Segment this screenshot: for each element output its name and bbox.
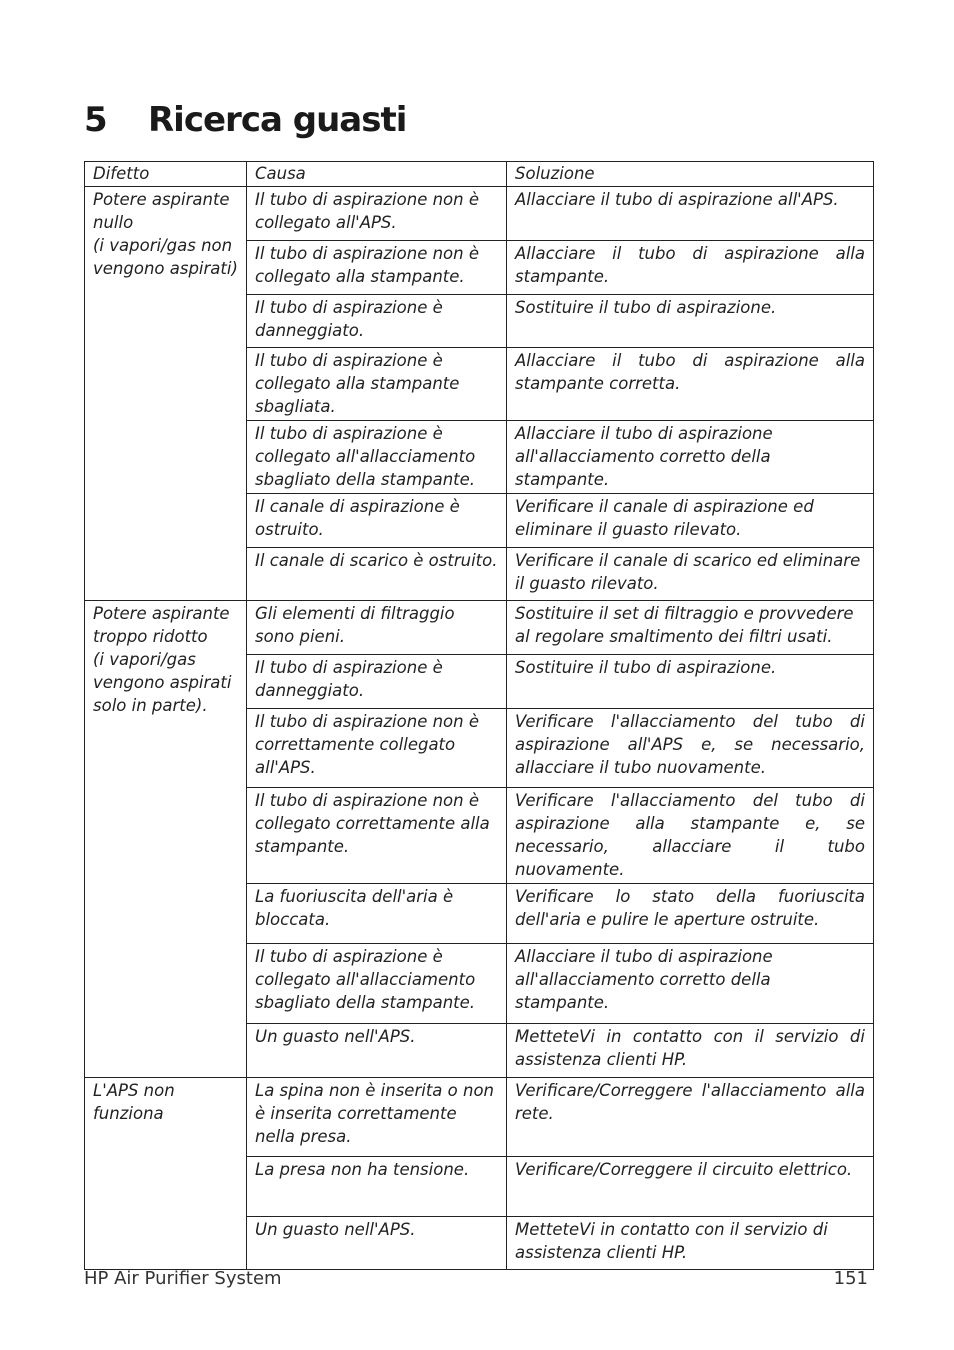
cause-cell: Un guasto nell'APS. bbox=[247, 1024, 507, 1078]
solution-cell: Verificare il canale di aspirazione ed eliminare il guasto rilevato. bbox=[507, 494, 874, 548]
cause-cell: Il tubo di aspirazione non è collegato alla stampante. bbox=[247, 241, 507, 295]
cause-cell: Il tubo di aspirazione è collegato alla stampante sbagliata. bbox=[247, 348, 507, 421]
footer-page-number: 151 bbox=[833, 1268, 868, 1289]
defect-cell: Potere aspirante troppo ridotto (i vapori/gas vengono aspirati solo in parte). bbox=[85, 601, 247, 1078]
header-cause: Causa bbox=[247, 162, 507, 187]
solution-cell: Verificare lo stato della fuoriuscita dell'aria e pulire le aperture ostruite. bbox=[507, 884, 874, 944]
cause-cell: Il tubo di aspirazione non è collegato all'APS. bbox=[247, 187, 507, 241]
solution-cell: Verificare l'allacciamento del tubo di aspirazione alla stampante e, se necessario, allacciare il tubo nuovamente. bbox=[507, 788, 874, 884]
solution-cell: Sostituire il tubo di aspirazione. bbox=[507, 295, 874, 348]
solution-cell: Allacciare il tubo di aspirazione alla stampante. bbox=[507, 241, 874, 295]
solution-cell: Verificare/Correggere l'allacciamento alla rete. bbox=[507, 1078, 874, 1157]
cause-cell: Il tubo di aspirazione non è correttamente collegato all'APS. bbox=[247, 709, 507, 788]
cause-cell: Il tubo di aspirazione è collegato all'allacciamento sbagliato della stampante. bbox=[247, 944, 507, 1024]
cause-cell: Il tubo di aspirazione non è collegato correttamente alla stampante. bbox=[247, 788, 507, 884]
cause-cell: Il tubo di aspirazione è danneggiato. bbox=[247, 295, 507, 348]
solution-cell: Sostituire il tubo di aspirazione. bbox=[507, 655, 874, 709]
solution-cell: Allacciare il tubo di aspirazione alla stampante corretta. bbox=[507, 348, 874, 421]
table-row bbox=[85, 601, 874, 655]
header-defect: Difetto bbox=[85, 162, 247, 187]
troubleshooting-table bbox=[84, 161, 874, 1270]
solution-cell: Verificare/Correggere il circuito elettrico. bbox=[507, 1157, 874, 1217]
solution-cell: Verificare il canale di scarico ed eliminare il guasto rilevato. bbox=[507, 548, 874, 601]
cause-cell: La presa non ha tensione. bbox=[247, 1157, 507, 1217]
table-row bbox=[85, 187, 874, 241]
solution-cell: Allacciare il tubo di aspirazione all'APS. bbox=[507, 187, 874, 241]
cause-cell: Il canale di scarico è ostruito. bbox=[247, 548, 507, 601]
solution-cell: Verificare l'allacciamento del tubo di aspirazione all'APS e, se necessario, allacciare il tubo nuovamente. bbox=[507, 709, 874, 788]
solution-cell: Sostituire il set di filtraggio e provvedere al regolare smaltimento dei filtri usati. bbox=[507, 601, 874, 655]
cause-cell: Il tubo di aspirazione è collegato all'allacciamento sbagliato della stampante. bbox=[247, 421, 507, 494]
cause-cell: Il tubo di aspirazione è danneggiato. bbox=[247, 655, 507, 709]
footer-product-name: HP Air Purifier System bbox=[84, 1268, 282, 1289]
header-solution: Soluzione bbox=[507, 162, 874, 187]
table-row bbox=[85, 1078, 874, 1157]
page-title bbox=[84, 100, 406, 140]
solution-cell: MetteteVi in contatto con il servizio di assistenza clienti HP. bbox=[507, 1217, 874, 1270]
cause-cell: La fuoriuscita dell'aria è bloccata. bbox=[247, 884, 507, 944]
cause-cell: La spina non è inserita o non è inserita correttamente nella presa. bbox=[247, 1078, 507, 1157]
chapter-title: Ricerca guasti bbox=[148, 100, 407, 140]
solution-cell: MetteteVi in contatto con il servizio di assistenza clienti HP. bbox=[507, 1024, 874, 1078]
table-header-row bbox=[85, 162, 874, 187]
solution-cell: Allacciare il tubo di aspirazione all'allacciamento corretto della stampante. bbox=[507, 944, 874, 1024]
cause-cell: Gli elementi di filtraggio sono pieni. bbox=[247, 601, 507, 655]
solution-cell: Allacciare il tubo di aspirazione all'allacciamento corretto della stampante. bbox=[507, 421, 874, 494]
cause-cell: Il canale di aspirazione è ostruito. bbox=[247, 494, 507, 548]
defect-cell: Potere aspirante nullo (i vapori/gas non vengono aspirati) bbox=[85, 187, 247, 601]
defect-cell: L'APS non funziona bbox=[85, 1078, 247, 1270]
cause-cell: Un guasto nell'APS. bbox=[247, 1217, 507, 1270]
chapter-number: 5 bbox=[84, 100, 107, 140]
